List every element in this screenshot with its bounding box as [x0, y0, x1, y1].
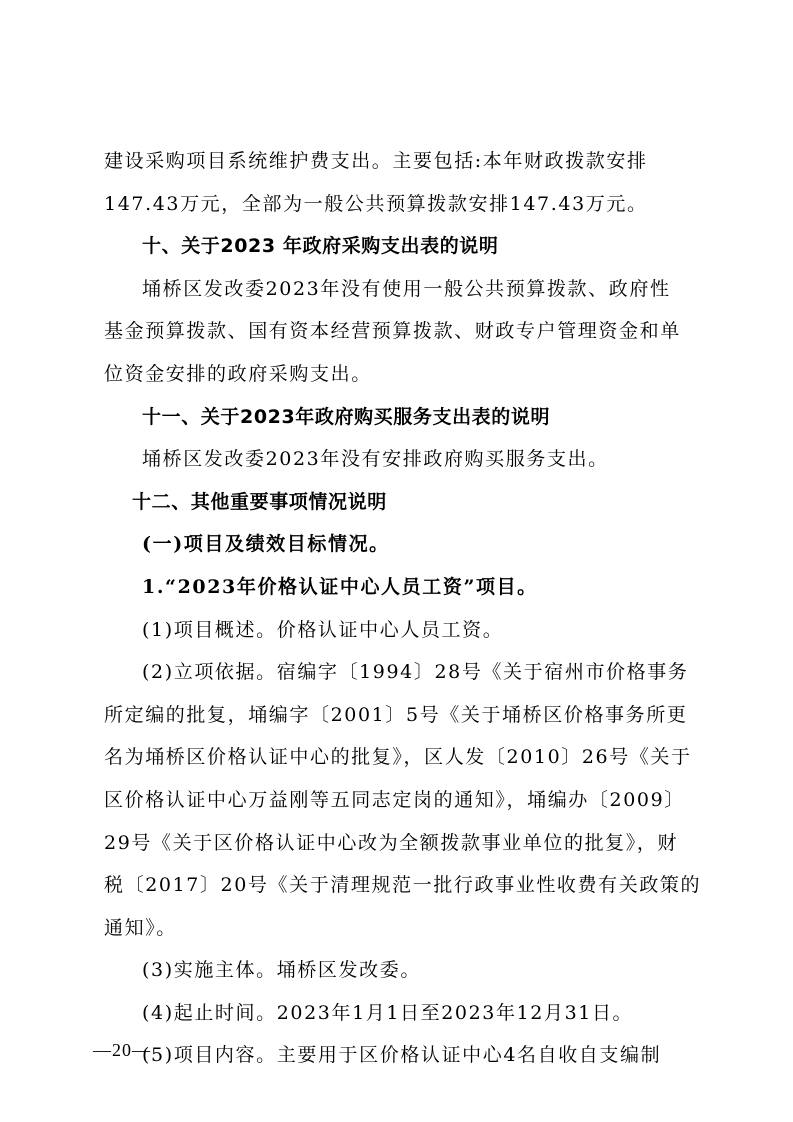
paragraph-line: (5)项目内容。主要用于区价格认证中心4名自收自支编制 — [142, 1044, 662, 1067]
page-number: —20— — [93, 1040, 151, 1060]
section-heading: 十二、其他重要事项情况说明 — [132, 490, 387, 513]
paragraph-line: (2)立项依据。宿编字〔1994〕28号《关于宿州市价格事务 — [142, 661, 689, 684]
paragraph-line: 29号《关于区价格认证中心改为全额拨款事业单位的批复》，财 — [104, 831, 679, 854]
paragraph-line: 埇桥区发改委2023年没有使用一般公共预算拨款、政府性 — [142, 277, 671, 300]
section-heading: 十、关于2023 年政府采购支出表的说明 — [142, 235, 499, 258]
paragraph-line: 建设采购项目系统维护费支出。主要包括:本年财政拨款安排 — [104, 150, 648, 172]
paragraph-line: (4)起止时间。2023年1月1日至2023年12月31日。 — [142, 1001, 634, 1024]
paragraph-line: 所定编的批复，埇编字〔2001〕5号《关于埇桥区价格事务所更 — [104, 703, 688, 726]
paragraph-line: 通知》。 — [104, 916, 177, 939]
paragraph-line: 位资金安排的政府采购支出。 — [104, 362, 372, 385]
paragraph-line: 基金预算拨款、国有资本经营预算拨款、财政专户管理资金和单 — [104, 320, 681, 343]
paragraph-line: 区价格认证中心万益刚等五同志定岗的通知》，埇编办〔2009〕 — [104, 788, 685, 811]
paragraph-line: 税〔2017〕20号《关于清理规范一批行政事业性收费有关政策的 — [104, 874, 702, 897]
subsection-heading: (一)项目及绩效目标情况。 — [142, 533, 390, 556]
section-heading: 十一、关于2023年政府购买服务支出表的说明 — [142, 405, 551, 428]
document-body — [104, 140, 700, 1077]
paragraph-line: 名为埇桥区价格认证中心的批复》，区人发〔2010〕26号《关于 — [104, 746, 692, 769]
paragraph-line: (1)项目概述。价格认证中心人员工资。 — [142, 618, 504, 641]
paragraph-line: 埇桥区发改委2023年没有安排政府购买服务支出。 — [142, 448, 609, 471]
paragraph-line: (3)实施主体。埇桥区发改委。 — [142, 959, 421, 982]
subsection-heading: 1.“2023年价格认证中心人员工资”项目。 — [142, 575, 538, 598]
paragraph-line: 147.43万元，全部为一般公共预算拨款安排147.43万元。 — [104, 192, 648, 215]
